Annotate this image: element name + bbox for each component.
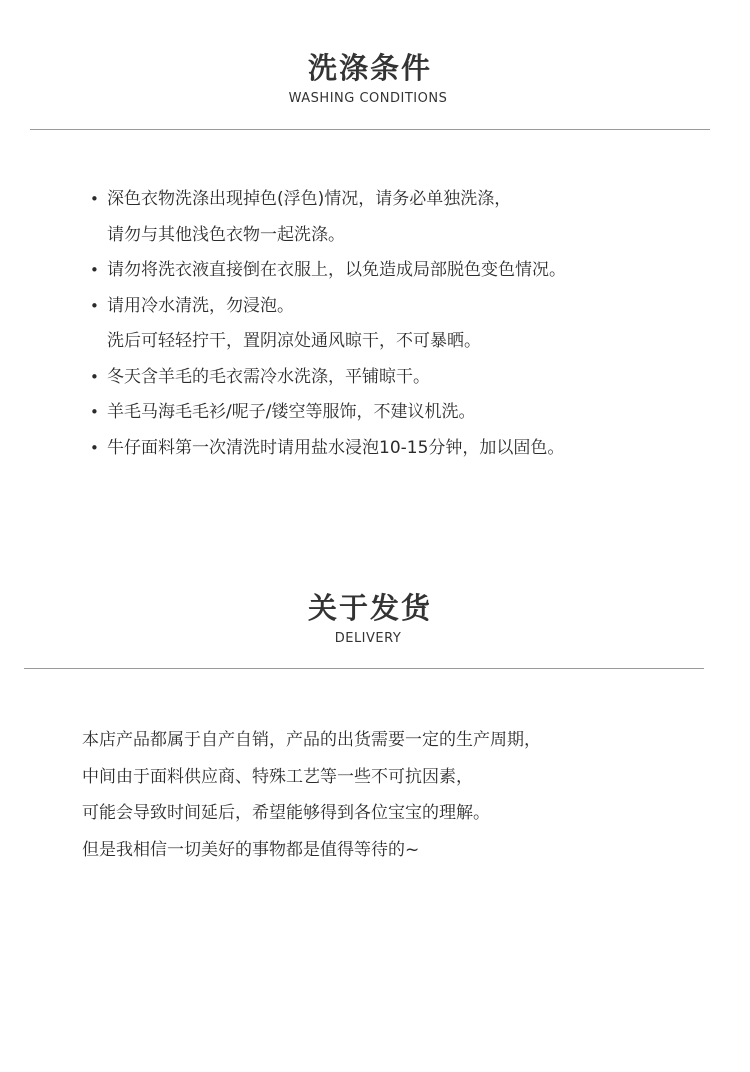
delivery-line-4: 但是我相信一切美好的事物都是值得等待的~ [82, 839, 420, 860]
delivery-subtitle: DELIVERY [334, 631, 402, 646]
washing-conditions-list [90, 182, 730, 466]
delivery-line-2: 中间由于面料供应商、特殊工艺等一些不可抗因素， [82, 766, 473, 787]
delivery-divider [24, 668, 704, 669]
bullet: • [90, 296, 99, 315]
washing-line-7 [90, 395, 730, 431]
bullet: • [90, 438, 99, 457]
washing-line-text: 牛仔面料第一次清洗时请用盐水浸泡10-15分钟，加以固色。 [107, 437, 565, 458]
bullet: • [90, 261, 99, 279]
washing-line-text: 冬天含羊毛的毛衣需冷水洗涤，平铺晾干。 [107, 366, 430, 387]
washing-subtitle: WASHING CONDITIONS [288, 91, 448, 106]
washing-line-1 [90, 182, 730, 218]
delivery-title: 关于发货 [307, 591, 432, 625]
washing-line-8 [90, 431, 730, 467]
washing-line-3 [90, 253, 730, 289]
washing-line-text: 请勿将洗衣液直接倒在衣服上，以免造成局部脱色变色情况。 [107, 260, 566, 280]
bullet: • [90, 367, 99, 386]
washing-line-4 [90, 289, 730, 325]
delivery-line-1: 本店产品都属于自产自销，产品的出货需要一定的生产周期， [82, 730, 541, 750]
washing-title: 洗涤条件 [307, 51, 432, 85]
delivery-paragraph [82, 722, 722, 868]
washing-line-2 [90, 218, 730, 254]
bullet: • [90, 190, 99, 208]
washing-line-text: 请勿与其他浅色衣物一起洗涤。 [107, 224, 345, 245]
washing-line-text: 深色衣物洗涤出现掉色(浮色)情况，请务必单独洗涤， [107, 189, 512, 209]
washing-line-6 [90, 360, 730, 396]
washing-line-text: 羊毛马海毛毛衫/呢子/镂空等服饰，不建议机洗。 [107, 402, 476, 422]
delivery-line-3: 可能会导致时间延后，希望能够得到各位宝宝的理解。 [82, 803, 490, 823]
washing-line-5 [90, 324, 730, 360]
bullet: • [90, 403, 99, 421]
washing-line-text: 洗后可轻轻拧干，置阴凉处通风晾干，不可暴晒。 [107, 331, 481, 351]
washing-line-text: 请用冷水清洗，勿浸泡。 [107, 295, 294, 316]
washing-divider [30, 129, 710, 130]
